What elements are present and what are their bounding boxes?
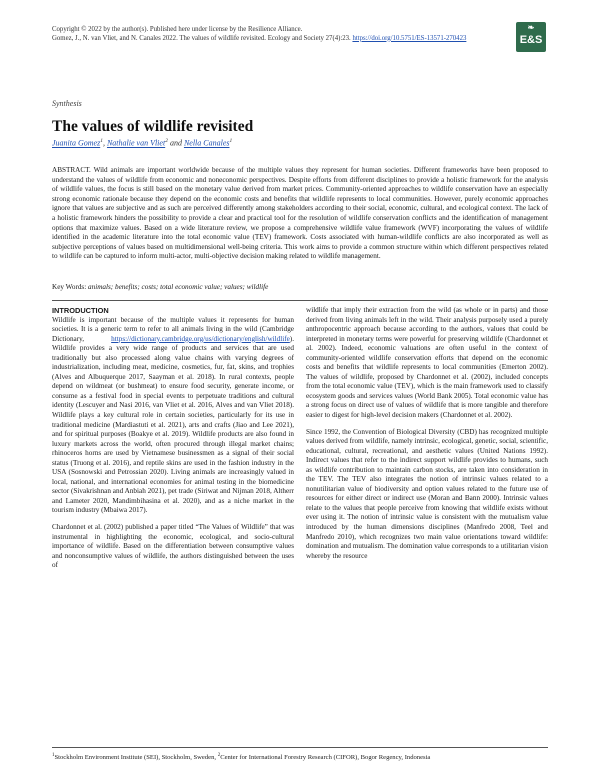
leaf-icon: ❧ [527,23,535,32]
citation-line [52,35,492,44]
section-heading: INTRODUCTION [52,306,109,315]
affiliation-text: Stockholm Environment Institute (SEI), Stockholm, Sweden, [54,754,218,762]
author-separator: and [167,138,184,148]
author-link[interactable]: Nathalie van Vliet [106,138,166,148]
author-link[interactable]: Nella Canales [183,138,230,148]
author-affiliation: 1 [100,138,103,144]
logo-text: E&S [519,34,543,46]
keywords [52,283,548,293]
footnote-number: 2 [217,753,221,758]
citation-header [52,26,492,43]
footnote-number: 1 [52,753,55,758]
doi-link[interactable]: https://doi.org/10.5751/ES-13571-270423 [352,34,467,42]
paragraph-text: Wildlife is important because of the multiple values it represents for human societies. It is a generic term to refer to all animals living in the wild (Cambridge Dictionary, [52,315,294,343]
keywords-terms: animals; benefits; costs; total economic value; values; wildlife [88,283,269,291]
affiliation-footnote [52,752,548,763]
copyright-line: Copyright © 2022 by the author(s). Published here under license by the Resilience Alliance. [52,26,303,33]
keywords-label: Key Words: [52,283,89,291]
article-type: Synthesis [52,99,82,108]
journal-logo [516,22,546,52]
section-divider [52,300,548,301]
body-column-left [52,306,294,578]
dictionary-link[interactable]: https://dictionary.cambridge.org/us/dictionary/english/wildlife [111,334,290,343]
citation-text: Gomez, J., N. van Vliet, and N. Canales 2022. The values of wildlife revisited. Ecology and Society 27(4):23. [52,34,351,42]
author-affiliation: 2 [165,138,168,144]
author-separator: , [102,138,107,148]
author-list [52,138,232,148]
body-paragraph: Since 1992, the Convention of Biological Diversity (CBD) has recognized multiple values derived from wildlife, namely intrinsic, ecological, genetic, social, scientific, educational, cultural, recreational, and aesthetic values (United Nations 1992). Indirect values that refer to the indirect support wildlife provides to humans, such as wildlife contribution to maintain carbon stocks, are taken into consideration in the TEV. The TEV also integrates the notion of intrinsic values related to a nonutilitarian value of biodiversity and option values related to the future use of resources for either direct or indirect use (Moran and Bann 2000). Intrinsic values relate to the values that people perceive from knowing that wildlife exists without ever using it. The notion of intrinsic value is consistent with the mutualism value introduced by the human dimensions disciplines (Manfredo 2008, Teel and Manfredo 2010), which recognizes two main value orientations toward wildlife: domination and mutualism. The domination value corresponds to a utilitarian vision whereby the resource [306,427,548,560]
body-column-right [306,306,548,568]
body-paragraph [52,316,294,516]
abstract: ABSTRACT. Wild animals are important worldwide because of the multiple values they represent for human societies. Different frameworks have been proposed to understand the values of wildlife from economic and noneconomic perspectives. Despite efforts from different disciplines to provide a holistic framework for the analysis of wildlife values, the focus is still based on the monetary value derived from market prices. Community-oriented approaches to wildlife conservation have an especially strong economic rationale because they depend on the economic costs and benefits that wildlife represents to local communities. However, purely economic approaches ignore that values are subjective and as such are perceived differently among stakeholders according to their social, economic, cultural, and ecological context. The lack of a holistic framework hinders the possibility to provide a clear and practical tool for the resolution of wildlife conservation conflicts and the identification of management options that maximize values. Based on a wide literature review, we propose a comprehensive wildlife value framework (WVF) incorporating the values of wildlife identified in the academic literature into the total economic value (TEV) framework. Costs associated with human-wildlife conflicts are also incorporated as well as subjective perceptions of values based on multidimensional well-being criteria. This work aims to provide a common structure within which different perspectives related to wildlife can be captured to inform multi-actor, multi-objective decision making related to wildlife management. [52,166,548,261]
author-link[interactable]: Juanita Gomez [52,138,101,148]
article-title: The values of wildlife revisited [52,118,254,135]
body-paragraph: Chardonnet et al. (2002) published a paper titled “The Values of Wildlife” that was instrumental in highlighting the economic, ecological, and socio-cultural importance of wildlife. Based on the differentiation between consumptive values and nonconsumptive values of wildlife, the authors distinguished between the uses of [52,523,294,570]
affiliation-text: Center for International Forestry Research (CIFOR), Bogor Regency, Indonesia [220,754,431,762]
paragraph-text: ). Wildlife provides a very wide range of products and services that are used traditionally but also processed along value chains with varying degrees of industrialization, including meat, medicine, cosmetics, fur, fat, skins, and trophies (Alves and Albuquerque 2017, Saayman et al. 2018). In rural contexts, people depend on wildmeat (or bushmeat) to ensure food security, generate income, or consume as a festival food in special events to perpetuate traditions and cultural identity (Lescuyer and Nasi 2016, van Vliet et al. 2016, Alves and van Vliet 2018). Wildlife plays a key cultural role in certain societies, particularly for its use in traditional medicine (Mardiastuti et al. 2021), arts and crafts (Jiao and Lee 2021), and for spiritual purposes (Boakye et al. 2019). Wildlife products are also found in luxury markets across the world, often procured through illegal market chains; rhinoceros horns are used by Vietnamese businessmen as a signal of their social status (Truong et al. 2016), and reptile skins are used in the fashion industry in the USA (Sosnowski and Petrossian 2020). Living animals are increasingly valued in local, national, and international economies for animal testing in the biomedicine sector (Sivakrishnan and Anbiah 2021), pet trade (Siriwat and Nijman 2018, Altherr and Lameter 2020, Mandimbihasina et al. 2020), and as a niche market in the tourism industry (Mbaiwa 2017). [52,334,294,515]
author-affiliation: 1 [229,138,233,144]
footnote-divider [52,747,548,748]
body-paragraph: wildlife that imply their extraction from the wild (as whole or in parts) and those derived from living animals left in the wild. Their analysis purposely used a purely anthropocentric approach because according to the authors, values that could be interpreted in monetary terms were powerful for preserving wildlife (Chardonnet et al. 2002). Indeed, economic valuations are often useful in the context of community-oriented wildlife conservation efforts that depend on the economic costs and benefits that wildlife represents to local communities (Emerton 2002). The values of wildlife, proposed by Chardonnet et al. (2002), included concepts from the total economic value (TEV), which is the main framework used to classify ecosystem goods and services values (World Bank 2005). Total economic value has a strong focus on direct use of values of wildlife that is more tangible and therefore easier to digest for high-level decision makers (Chardonnet et al. 2002). [306,306,548,420]
